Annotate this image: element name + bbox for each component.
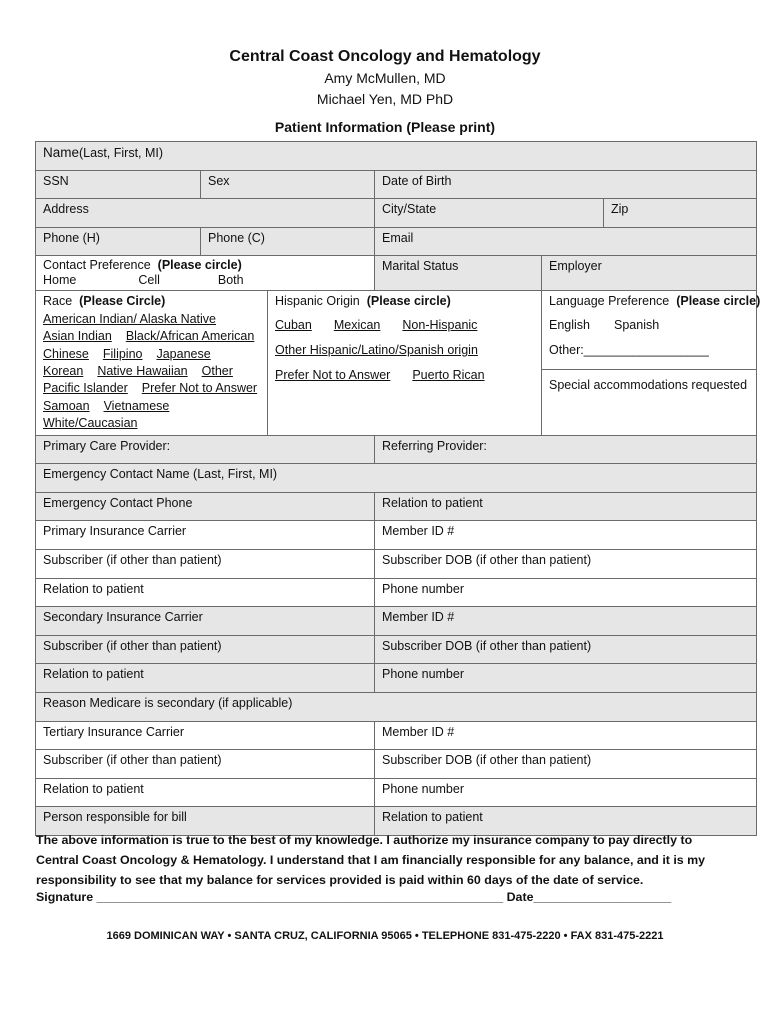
hispanic-label: Hispanic Origin	[275, 294, 360, 309]
tertiary-subscriber-field[interactable]	[36, 750, 375, 779]
clinic-address: 1669 DOMINICAN WAY • SANTA CRUZ, CALIFORNIA 95065 • TELEPHONE 831-475-2220 • FAX 831-475-2221	[106, 930, 664, 942]
language-option-spanish[interactable]: Spanish	[614, 318, 660, 333]
signature-date-line[interactable]: Signature ___________________________________________________________ Date____________________	[36, 890, 672, 904]
member-id-label: Member ID #	[382, 524, 455, 539]
phone-home-field[interactable]	[36, 227, 201, 256]
primary-subscriber-field[interactable]	[36, 550, 375, 579]
hispanic-option[interactable]: Other Hispanic/Latino/Spanish origin	[275, 343, 478, 358]
name-label: Name	[43, 145, 80, 160]
referring-label: Referring Provider:	[382, 438, 487, 453]
secondary-phone-field[interactable]	[375, 664, 757, 693]
emergency-name-label: Emergency Contact Name (Last, First, MI)	[43, 467, 278, 482]
name-field[interactable]	[36, 142, 757, 171]
zip-label: Zip	[611, 202, 629, 217]
subscriber-label: Subscriber (if other than patient)	[43, 753, 222, 768]
emergency-contact-name-field[interactable]	[36, 464, 757, 493]
pcp-field[interactable]	[36, 435, 375, 464]
emergency-relation-label: Relation to patient	[382, 495, 483, 510]
phone-cell-label: Phone (C)	[208, 230, 265, 245]
hispanic-option[interactable]: Cuban	[275, 318, 312, 333]
member-id-label: Member ID #	[382, 724, 455, 739]
doctor-name-2: Michael Yen, MD PhD	[316, 91, 454, 107]
relation-label: Relation to patient	[43, 581, 144, 596]
primary-insurance-label: Primary Insurance Carrier	[43, 524, 187, 539]
clinic-name: Central Coast Oncology and Hematology	[229, 48, 541, 65]
phone-number-label: Phone number	[382, 667, 465, 682]
tertiary-subscriber-dob-field[interactable]	[375, 750, 757, 779]
race-option[interactable]: Samoan	[43, 398, 90, 413]
pcp-label: Primary Care Provider:	[43, 438, 171, 453]
ssn-field[interactable]	[36, 170, 201, 199]
contact-option-cell[interactable]: Cell	[138, 273, 160, 288]
emergency-relation-field[interactable]	[375, 492, 757, 521]
address-label: Address	[43, 202, 89, 217]
relation-label: Relation to patient	[43, 781, 144, 796]
special-accommodations[interactable]: Special accommodations requested	[549, 378, 748, 393]
primary-phone-field[interactable]	[375, 578, 757, 607]
primary-insurance-field[interactable]	[36, 521, 375, 550]
race-option[interactable]: Filipino	[102, 346, 143, 361]
sex-field[interactable]	[201, 170, 375, 199]
secondary-relation-field[interactable]	[36, 664, 375, 693]
hispanic-option[interactable]: Puerto Rican	[412, 368, 485, 383]
race-option[interactable]: Vietnamese	[103, 398, 170, 413]
hispanic-option[interactable]: Prefer Not to Answer	[275, 368, 391, 383]
race-field	[36, 291, 268, 435]
secondary-subscriber-field[interactable]	[36, 635, 375, 664]
race-option[interactable]: Native Hawaiian	[97, 364, 188, 378]
phone-number-label: Phone number	[382, 781, 465, 796]
race-option[interactable]: Japanese	[156, 346, 211, 361]
ssn-label: SSN	[43, 173, 69, 188]
secondary-subscriber-dob-field[interactable]	[375, 635, 757, 664]
race-label: Race	[43, 294, 73, 309]
race-option[interactable]: Korean	[43, 364, 84, 378]
race-option[interactable]: Asian Indian	[43, 329, 112, 344]
subscriber-label: Subscriber (if other than patient)	[43, 638, 222, 653]
contact-option-home[interactable]: Home	[43, 273, 77, 288]
relation-label: Relation to patient	[382, 810, 483, 825]
sex-label: Sex	[208, 173, 230, 188]
primary-relation-field[interactable]	[36, 578, 375, 607]
address-field[interactable]	[36, 199, 375, 228]
authorization-statement: The above information is true to the best of my knowledge. I authorize my insurance company to pay directly to Central Coast Oncology & Hematology. I understand that I am financially responsible for any balance, and it is my responsibility to see that my balance for services provided is paid within 60 days of the date of service.	[36, 833, 706, 887]
member-id-label: Member ID #	[382, 610, 455, 625]
primary-member-id-field[interactable]	[375, 521, 757, 550]
tertiary-insurance-label: Tertiary Insurance Carrier	[43, 724, 185, 739]
employer-field[interactable]	[542, 256, 757, 291]
hispanic-origin-field	[268, 291, 542, 435]
tertiary-member-id-field[interactable]	[375, 721, 757, 750]
emergency-phone-label: Emergency Contact Phone	[43, 495, 193, 510]
phone-number-label: Phone number	[382, 581, 465, 596]
subscriber-dob-label: Subscriber DOB (if other than patient)	[382, 638, 592, 653]
language-preference-field	[542, 291, 761, 435]
medicare-reason-label: Reason Medicare is secondary (if applicable)	[43, 695, 293, 710]
secondary-member-id-field[interactable]	[375, 607, 757, 636]
form-title: Patient Information (Please print)	[274, 119, 496, 135]
email-label: Email	[382, 230, 414, 245]
tertiary-relation-field[interactable]	[36, 778, 375, 807]
emergency-contact-phone-field[interactable]	[36, 492, 375, 521]
marital-status-field[interactable]	[375, 256, 542, 291]
email-field[interactable]	[375, 227, 757, 256]
subscriber-dob-label: Subscriber DOB (if other than patient)	[382, 553, 592, 567]
race-option[interactable]: Black/African American	[125, 329, 255, 344]
contact-preference-field[interactable]	[36, 256, 375, 291]
race-option[interactable]: Pacific Islander	[43, 381, 128, 396]
language-hint: (Please circle)	[676, 294, 761, 309]
zip-field[interactable]	[604, 199, 757, 228]
tertiary-insurance-field[interactable]	[36, 721, 375, 750]
secondary-insurance-field[interactable]	[36, 607, 375, 636]
race-option[interactable]: Other	[201, 364, 233, 378]
hispanic-option[interactable]: Mexican	[333, 318, 381, 333]
race-hint: (Please Circle)	[79, 294, 166, 309]
race-option[interactable]: White/Caucasian	[43, 416, 138, 431]
subscriber-dob-label: Subscriber DOB (if other than patient)	[382, 753, 592, 768]
dob-label: Date of Birth	[382, 173, 452, 188]
contact-pref-hint: (Please circle)	[157, 258, 242, 273]
secondary-insurance-label: Secondary Insurance Carrier	[43, 610, 203, 625]
language-option-other[interactable]: Other:__________________	[549, 343, 709, 358]
name-hint: (Last, First, MI)	[79, 146, 164, 160]
phone-cell-field[interactable]	[201, 227, 375, 256]
dob-field[interactable]	[375, 170, 757, 199]
subscriber-label: Subscriber (if other than patient)	[43, 553, 222, 567]
race-option[interactable]: American Indian/ Alaska Native	[43, 311, 217, 326]
doctor-name-1: Amy McMullen, MD	[324, 70, 446, 86]
marital-label: Marital Status	[382, 259, 459, 274]
language-label: Language Preference	[549, 294, 670, 309]
referring-provider-field[interactable]	[375, 435, 757, 464]
relation-label: Relation to patient	[43, 667, 144, 682]
race-option[interactable]: Chinese	[43, 346, 89, 361]
hispanic-option[interactable]: Non-Hispanic	[402, 318, 478, 333]
employer-label: Employer	[549, 259, 602, 274]
phone-home-label: Phone (H)	[43, 230, 100, 245]
medicare-reason-field[interactable]	[36, 692, 757, 721]
hispanic-hint: (Please circle)	[366, 294, 451, 309]
patient-info-form	[35, 141, 761, 836]
city-state-field[interactable]	[375, 199, 604, 228]
contact-option-both[interactable]: Both	[217, 273, 244, 288]
responsible-label: Person responsible for bill	[43, 810, 187, 825]
language-option-english[interactable]: English	[549, 318, 590, 333]
contact-pref-label: Contact Preference	[43, 258, 151, 273]
primary-subscriber-dob-field[interactable]	[375, 550, 757, 579]
race-option[interactable]: Prefer Not to Answer	[141, 381, 258, 396]
tertiary-phone-field[interactable]	[375, 778, 757, 807]
city-state-label: City/State	[382, 202, 437, 217]
